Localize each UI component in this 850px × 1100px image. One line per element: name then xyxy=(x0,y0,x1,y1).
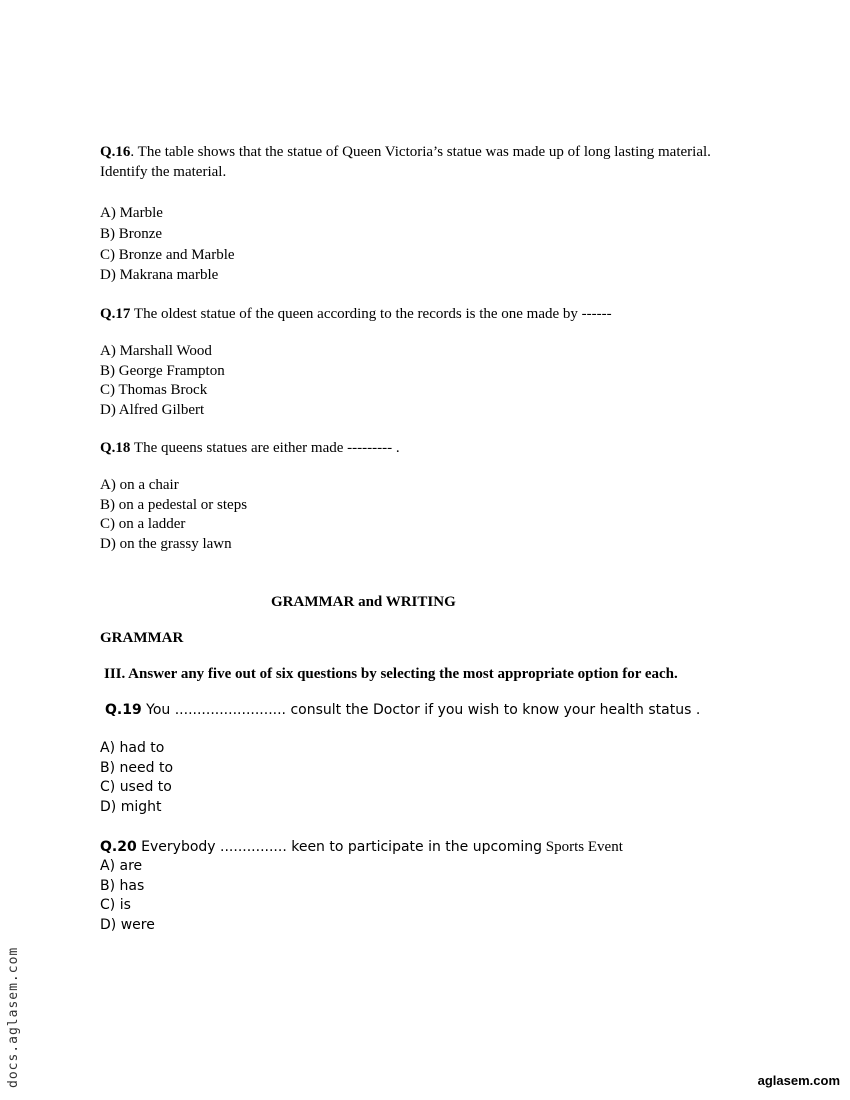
option: C) is xyxy=(100,897,131,913)
option-list xyxy=(100,857,155,935)
question-17 xyxy=(100,304,612,324)
question-20 xyxy=(100,837,623,857)
question-number: Q.20 xyxy=(100,839,137,855)
option: C) Bronze and Marble xyxy=(100,247,235,263)
option: D) might xyxy=(100,798,162,815)
question-number: Q.16 xyxy=(100,144,131,160)
watermark: docs.aglasem.com xyxy=(6,946,21,1088)
section-title: GRAMMAR and WRITING xyxy=(271,594,456,610)
subsection-title: GRAMMAR xyxy=(100,630,184,646)
question-18 xyxy=(100,438,400,458)
option: A) on a chair xyxy=(100,477,179,493)
question-19 xyxy=(105,700,700,720)
question-text: . The table shows that the statue of Queen Victoria’s statue was made up of long lasting material. Identify the material. xyxy=(100,144,711,180)
option: D) Makrana marble xyxy=(100,267,219,283)
option: C) on a ladder xyxy=(100,516,186,532)
option: A) are xyxy=(100,858,143,874)
option: C) used to xyxy=(100,779,172,795)
option-list xyxy=(100,203,235,285)
question-number: Q.18 xyxy=(100,440,131,456)
question-text: Everybody ............... keen to participate in the upcoming xyxy=(136,839,543,855)
option: B) Bronze xyxy=(100,226,163,242)
option: D) on the grassy lawn xyxy=(100,535,232,552)
option: D) were xyxy=(100,916,155,933)
option: B) need to xyxy=(100,759,174,776)
option: A) Marble xyxy=(100,205,163,221)
option: D) Alfred Gilbert xyxy=(100,401,205,418)
option: B) George Frampton xyxy=(100,362,225,379)
section-instruction: III. Answer any five out of six questions by selecting the most appropriate option for each. xyxy=(104,666,678,682)
option: C) Thomas Brock xyxy=(100,382,208,398)
question-text-tail: Sports Event xyxy=(542,839,623,855)
option-list xyxy=(100,476,247,554)
question-text: You ......................... consult the Doctor if you wish to know your health status . xyxy=(141,702,701,718)
question-number: Q.19 xyxy=(105,702,142,718)
option-list xyxy=(100,739,173,817)
option: B) on a pedestal or steps xyxy=(100,496,248,513)
question-number: Q.17 xyxy=(100,306,131,322)
question-text: The queens statues are either made --------- . xyxy=(130,440,400,456)
question-text: The oldest statue of the queen according to the records is the one made by ------ xyxy=(130,306,612,322)
option: A) had to xyxy=(100,740,165,756)
option: B) has xyxy=(100,877,145,894)
question-16 xyxy=(100,142,740,182)
option: A) Marshall Wood xyxy=(100,343,212,359)
brand-logo-text[interactable]: aglasem.com xyxy=(757,1073,840,1088)
option-list xyxy=(100,342,225,420)
